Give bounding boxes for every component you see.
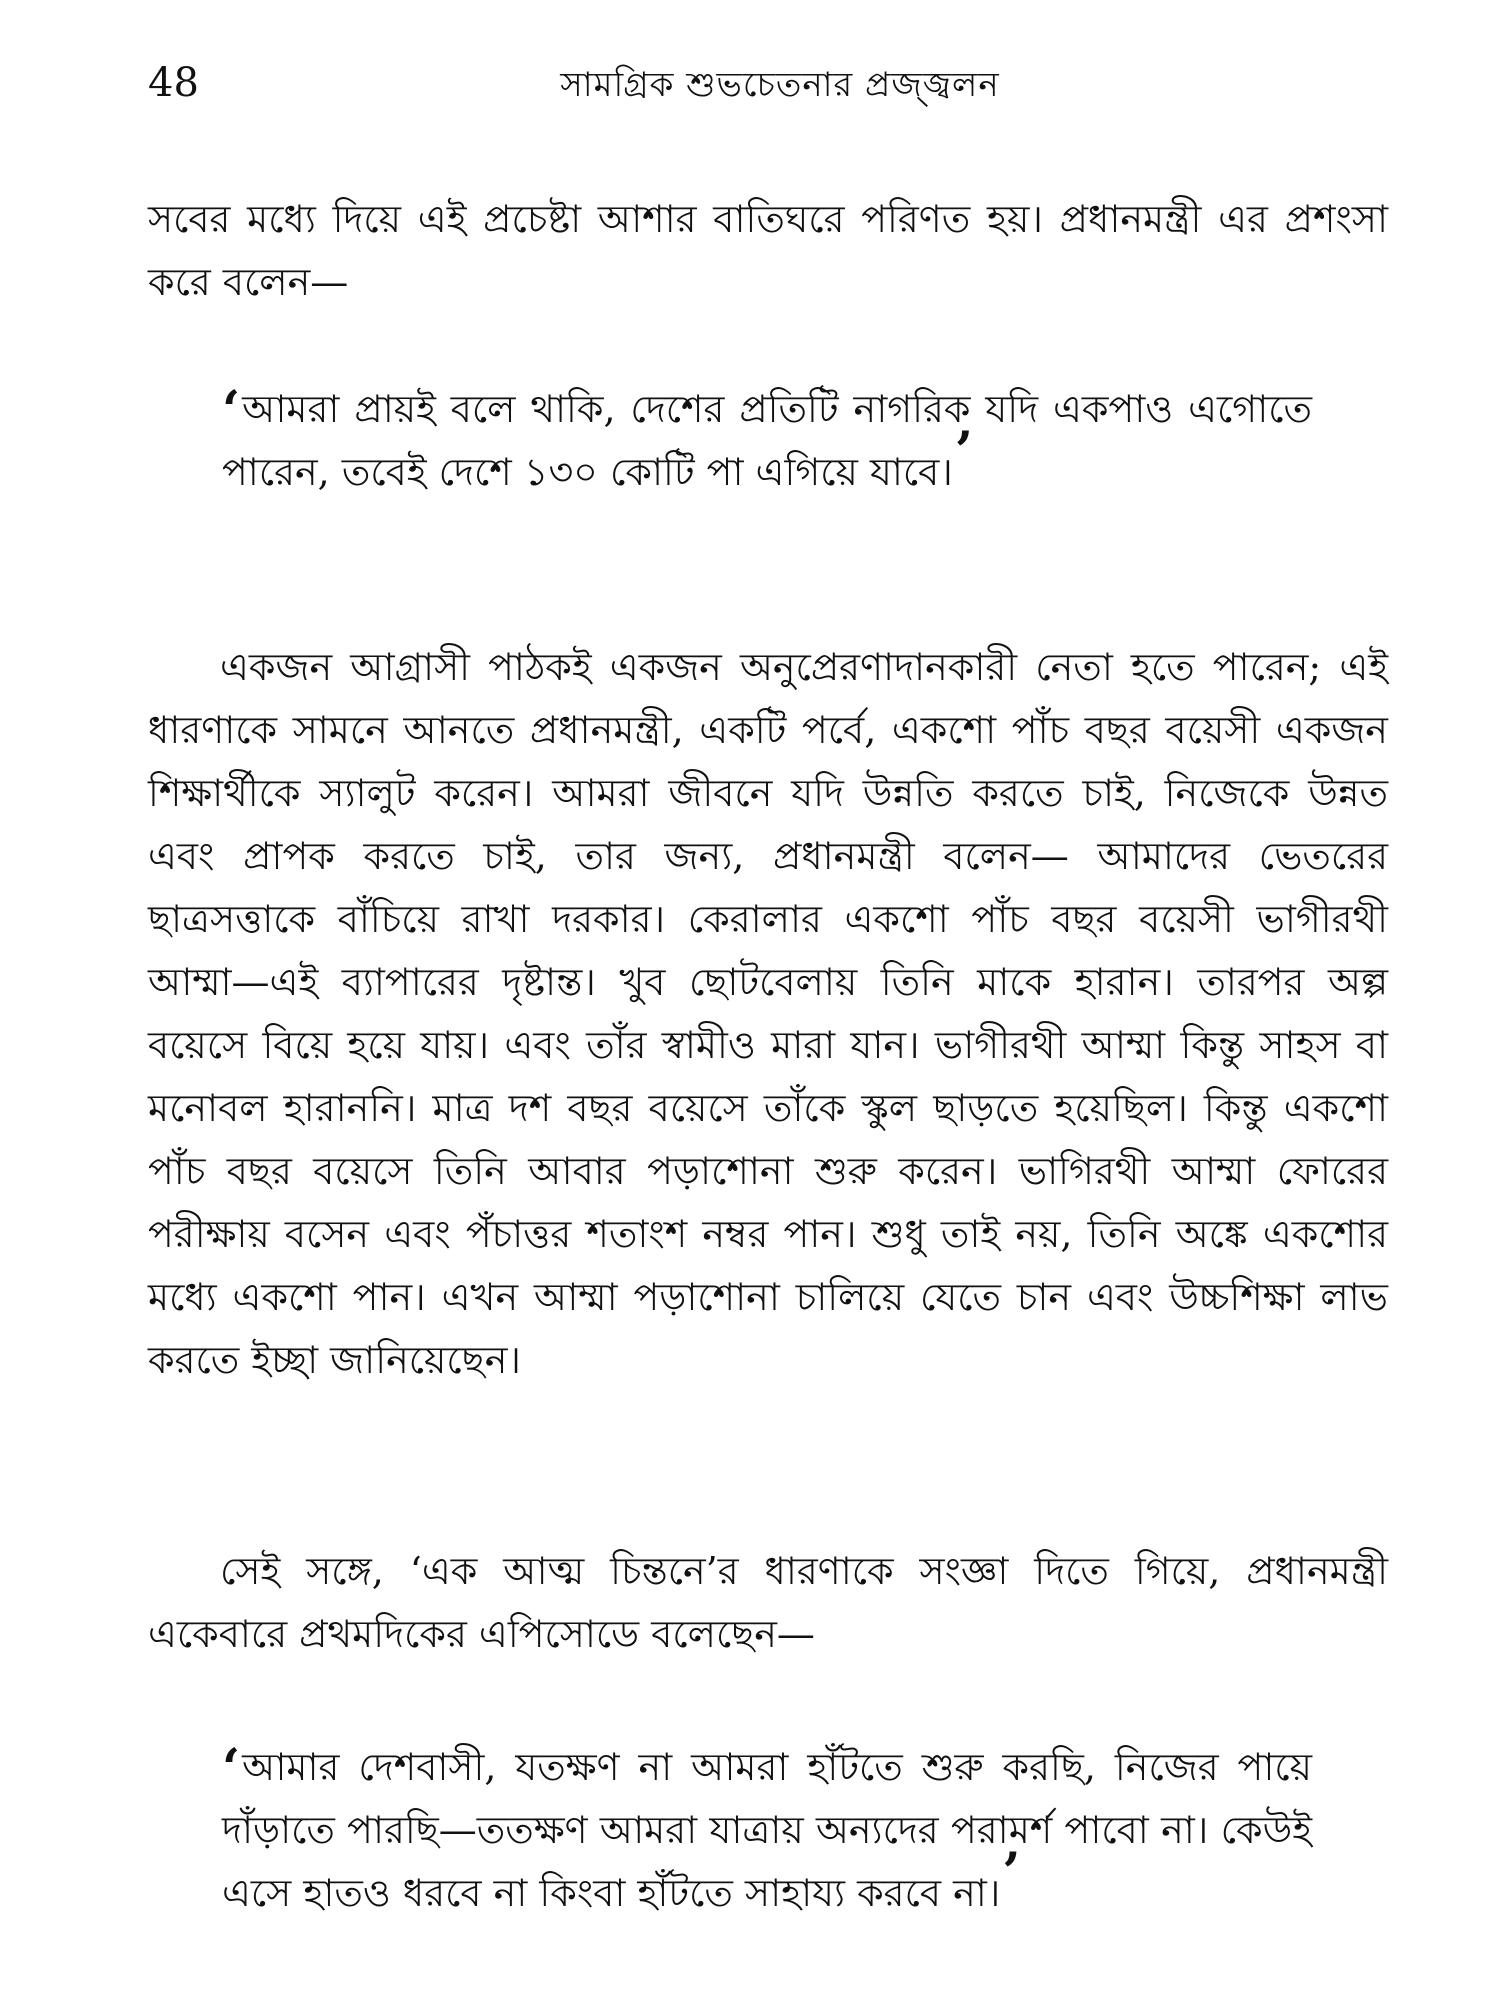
closing-quote-mark: ’	[954, 421, 973, 482]
opening-quote-mark: ‘	[222, 380, 241, 441]
running-title: সামগ্রিক শুভচেতনার প্রজ্জ্বলন	[560, 65, 1000, 105]
quote-two-text: আমার দেশবাসী, যতক্ষণ না আমরা হাঁটতে শুরু করছি, নিজের পায়ে দাঁড়াতে পারছি—ততক্ষণ আমরা যাত্রায় অন্যদের পরামর্শ পাবো না। কেউই এসে হাতও ধরবে না কিংবা হাঁটতে সাহায্য করবে না।	[222, 1745, 1312, 1915]
page-number: 48	[148, 60, 199, 106]
opening-quote-mark: ‘	[222, 1738, 241, 1799]
quote-one-text: আমরা প্রায়ই বলে থাকি, দেশের প্রতিটি নাগরিক যদি একপাও এগোতে পারেন, তবেই দেশে ১৩০ কোটি পা এগিয়ে যাবে।	[222, 387, 1312, 494]
main-paragraph: একজন আগ্রাসী পাঠকই একজন অনুপ্রেরণাদানকারী নেতা হতে পারেন; এই ধারণাকে সামনে আনতে প্রধানমন্ত্রী, একটি পর্বে, একশো পাঁচ বছর বয়েসী একজন শিক্ষার্থীকে স্যালুট করেন। আমরা জীবনে যদি উন্নতি করতে চাই, নিজেকে উন্নত এবং প্রাপক করতে চাই, তার জন্য, প্রধানমন্ত্রী বলেন— আমাদের ভেতরের ছাত্রসত্তাকে বাঁচিয়ে রাখা দরকার। কেরালার একশো পাঁচ বছর বয়েসী ভাগীরথী আম্মা—এই ব্যাপারের দৃষ্টান্ত। খুব ছোটবেলায় তিনি মাকে হারান। তারপর অল্প বয়েসে বিয়ে হয়ে যায়। এবং তাঁর স্বামীও মারা যান। ভাগীরথী আম্মা কিন্তু সাহস বা মনোবল হারাননি। মাত্র দশ বছর বয়েসে তাঁকে স্কুল ছাড়তে হয়েছিল। কিন্তু একশো পাঁচ বছর বয়েসে তিনি আবার পড়াশোনা শুরু করেন। ভাগিরথী আম্মা ফোরের পরীক্ষায় বসেন এবং পঁচাত্তর শতাংশ নম্বর পান। শুধু তাই নয়, তিনি অঙ্কে একশোর মধ্যে একশো পান। এখন আম্মা পড়াশোনা চালিয়ে যেতে চান এবং উচ্চশিক্ষা লাভ করতে ইচ্ছা জানিয়েছেন।	[148, 645, 1388, 1382]
quote-block-two	[222, 1736, 1312, 1925]
quote-block-one	[222, 378, 1312, 504]
closing-quote-mark: ’	[1002, 1842, 1021, 1903]
intro-paragraph: সবের মধ্যে দিয়ে এই প্রচেষ্টা আশার বাতিঘরে পরিণত হয়। প্রধানমন্ত্রী এর প্রশংসা করে বলেন—	[148, 197, 1388, 304]
second-paragraph: সেই সঙ্গে, ‘এক আত্ম চিন্তনে’র ধারণাকে সংজ্ঞা দিতে গিয়ে, প্রধানমন্ত্রী একেবারে প্রথমদিকের এপিসোডে বলেছেন—	[148, 1549, 1388, 1656]
